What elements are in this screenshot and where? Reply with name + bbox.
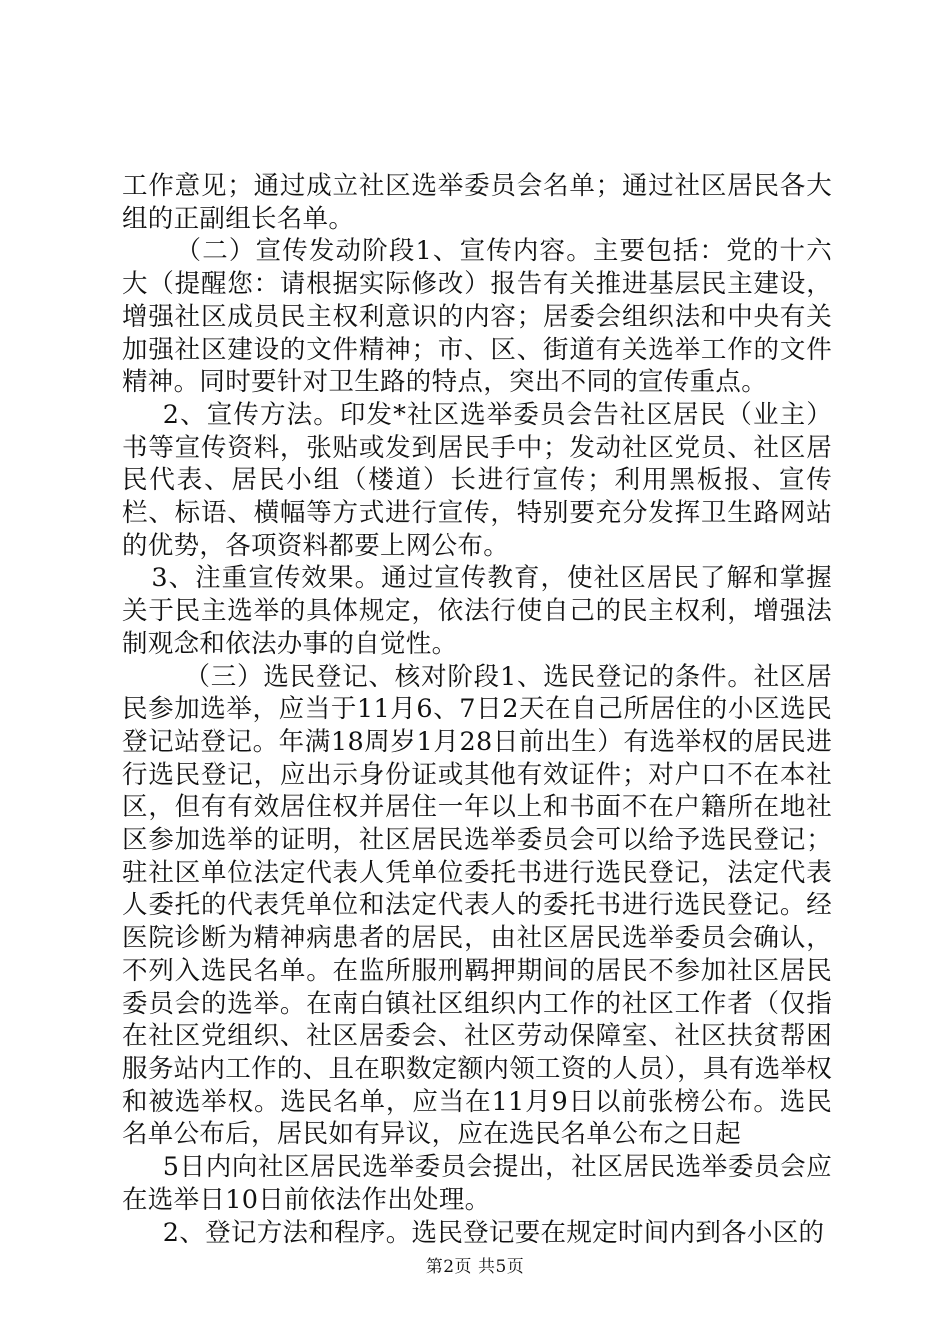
document-body [122, 170, 832, 1249]
paragraph-publicity-method: 2、宣传方法。印发*社区选举委员会告社区居民（业主）书等宣传资料，张贴或发到居民手中；发动社区党员、社区居民代表、居民小组（楼道）长进行宣传；利用黑板报、宣传栏、标语、横幅等方式进行宣传，特别要充分发挥卫生路网站的优势，各项资料都要上网公布。 [122, 399, 832, 561]
page-number-footer: 第2页 共5页 [425, 1257, 525, 1277]
paragraph-registration-procedure: 2、登记方法和程序。选民登记要在规定时间内到各小区的 [162, 1217, 825, 1248]
paragraph-publicity-effect: 3、注重宣传效果。通过宣传教育，使社区居民了解和掌握关于民主选举的具体规定，依法行使自己的民主权利，增强法制观念和依法办事的自觉性。 [122, 563, 832, 659]
paragraph-voter-registration-conditions: （三）选民登记、核对阶段1、选民登记的条件。社区居民参加选举，应当于11月6、7日2天在自己所居住的小区选民登记站登记。年满18周岁1月28日前出生）有选举权的居民进行选民登记，应出示身份证或其他有效证件；对户口不在本社区，但有有效居住权并居住一年以上和书面不在户籍所在地社区参加选举的证明，社区居民选举委员会可以给予选民登记；驻社区单位法定代表人凭单位委托书进行选民登记，法定代表人委托的代表凭单位和法定代表人的委托书进行选民登记。经医院诊断为精神病患者的居民，由社区居民选举委员会确认，不列入选民名单。在监所服刑羁押期间的居民不参加社区居民委员会的选举。在南白镇社区组织内工作的社区工作者（仅指在社区党组织、社区居委会、社区劳动保障室、社区扶贫帮困服务站内工作的、且在职数定额内领工资的人员），具有选举权和被选举权。选民名单，应当在11月9日以前张榜公布。选民名单公布后，居民如有异议，应在选民名单公布之日起 [122, 661, 832, 1150]
paragraph-work-opinions: 工作意见；通过成立社区选举委员会名单；通过社区居民各大组的正副组长名单。 [122, 171, 832, 234]
paragraph-publicity-content: （二）宣传发动阶段1、宣传内容。主要包括：党的十六大（提醒您：请根据实际修改）报告有关推进基层民主建设，增强社区成员民主权利意识的内容；居委会组织法和中央有关加强社区建设的文件精神；市、区、街道有关选举工作的文件精神。同时要针对卫生路的特点，突出不同的宣传重点。 [122, 236, 832, 398]
paragraph-objection-deadline: 5日内向社区居民选举委员会提出，社区居民选举委员会应在选举日10日前依法作出处理。 [122, 1152, 832, 1215]
